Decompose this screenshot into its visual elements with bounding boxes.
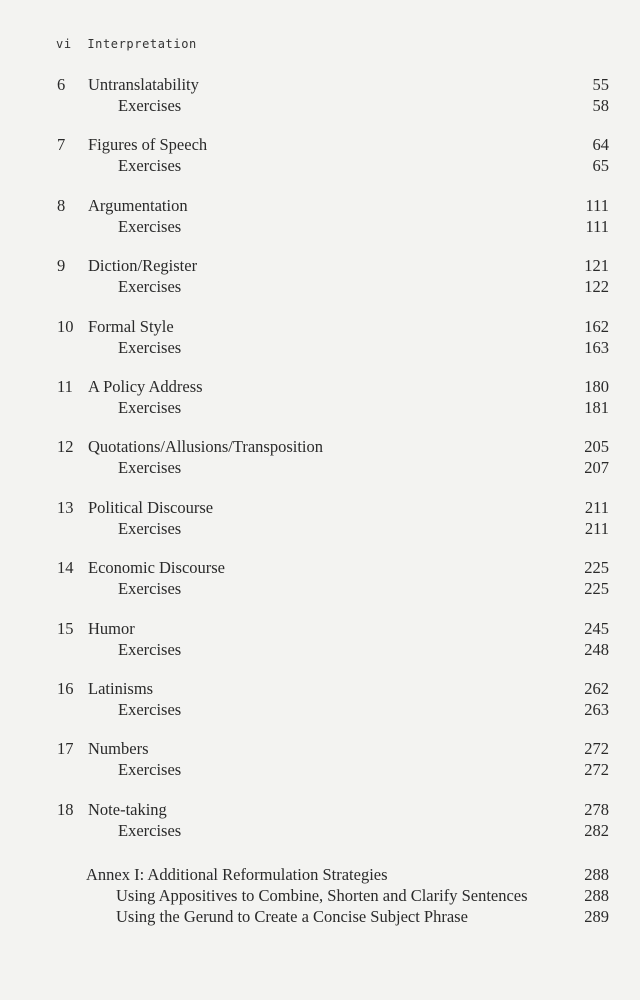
chapter-title: Figures of Speech xyxy=(88,135,208,155)
toc-entry-10 xyxy=(0,316,640,376)
chapter-title: Quotations/Allusions/Transposition xyxy=(88,437,324,457)
table-of-contents xyxy=(0,74,640,859)
toc-entry-14 xyxy=(0,557,640,617)
toc-entry-16 xyxy=(0,678,640,738)
chapter-page: 245 xyxy=(584,618,609,638)
annex-item-title: Using Appositives to Combine, Shorten and Clarify Sentences xyxy=(116,886,528,905)
toc-entry-18 xyxy=(0,799,640,859)
chapter-page: 55 xyxy=(592,75,609,94)
subsection-title: Exercises xyxy=(118,579,182,599)
chapter-number: 10 xyxy=(57,316,74,336)
toc-entry-15 xyxy=(0,618,640,678)
subsection-page: 122 xyxy=(584,277,609,297)
subsection-title: Exercises xyxy=(118,518,182,538)
chapter-title: Economic Discourse xyxy=(88,558,226,578)
chapter-title: Political Discourse xyxy=(88,497,214,517)
chapter-title: A Policy Address xyxy=(88,376,203,396)
chapter-title: Diction/Register xyxy=(88,256,198,276)
chapter-title: Argumentation xyxy=(88,195,188,215)
chapter-title: Untranslatability xyxy=(88,75,199,94)
subsection-title: Exercises xyxy=(118,216,182,236)
chapter-title: Numbers xyxy=(88,739,149,759)
subsection-page: 111 xyxy=(585,216,609,236)
chapter-number: 7 xyxy=(57,135,66,155)
chapter-title: Formal Style xyxy=(88,316,174,336)
subsection-page: 181 xyxy=(584,397,609,417)
chapter-page: 64 xyxy=(592,135,609,155)
chapter-page: 111 xyxy=(585,195,609,215)
subsection-page: 163 xyxy=(584,337,609,357)
book-title: Interpretation xyxy=(87,37,197,51)
subsection-title: Exercises xyxy=(118,820,182,840)
chapter-title: Humor xyxy=(88,618,135,638)
toc-entry-12 xyxy=(0,436,640,496)
chapter-number: 16 xyxy=(57,678,74,698)
toc-entry-11 xyxy=(0,376,640,436)
subsection-page: 282 xyxy=(584,820,609,840)
chapter-page: 162 xyxy=(584,316,609,336)
chapter-title: Note-taking xyxy=(88,799,167,819)
subsection-page: 263 xyxy=(584,699,609,719)
toc-entry-17 xyxy=(0,738,640,798)
subsection-page: 225 xyxy=(584,579,609,599)
chapter-page: 121 xyxy=(584,256,609,276)
subsection-title: Exercises xyxy=(118,397,182,417)
annex-item-title: Using the Gerund to Create a Concise Subject Phrase xyxy=(116,907,468,926)
chapter-title: Latinisms xyxy=(88,678,154,698)
chapter-page: 225 xyxy=(584,558,609,578)
subsection-page: 58 xyxy=(592,96,609,115)
subsection-page: 207 xyxy=(584,458,609,478)
chapter-page: 180 xyxy=(584,376,609,396)
chapter-page: 272 xyxy=(584,739,609,759)
chapter-number: 15 xyxy=(57,618,74,638)
chapter-number: 12 xyxy=(57,437,74,457)
running-head xyxy=(56,37,197,51)
chapter-page: 278 xyxy=(584,799,609,819)
toc-entry-6 xyxy=(0,74,640,134)
subsection-page: 248 xyxy=(584,639,609,659)
subsection-title: Exercises xyxy=(118,96,182,115)
chapter-page: 262 xyxy=(584,678,609,698)
toc-entry-8 xyxy=(0,195,640,255)
subsection-title: Exercises xyxy=(118,337,182,357)
chapter-number: 11 xyxy=(57,376,73,396)
subsection-page: 211 xyxy=(584,518,609,538)
annex-page: 288 xyxy=(584,865,609,884)
annex-item-page: 288 xyxy=(584,886,609,905)
chapter-number: 6 xyxy=(57,75,66,94)
subsection-page: 65 xyxy=(592,156,609,176)
subsection-title: Exercises xyxy=(118,699,182,719)
subsection-title: Exercises xyxy=(118,760,182,780)
chapter-page: 205 xyxy=(584,437,609,457)
toc-entry-7 xyxy=(0,134,640,194)
chapter-number: 9 xyxy=(57,256,66,276)
chapter-number: 17 xyxy=(57,739,74,759)
subsection-title: Exercises xyxy=(118,639,182,659)
subsection-title: Exercises xyxy=(118,156,182,176)
chapter-number: 13 xyxy=(57,497,74,517)
chapter-number: 8 xyxy=(57,195,66,215)
subsection-title: Exercises xyxy=(118,277,182,297)
annex-item-page: 289 xyxy=(584,907,609,926)
subsection-title: Exercises xyxy=(118,458,182,478)
subsection-page: 272 xyxy=(584,760,609,780)
toc-entry-13 xyxy=(0,497,640,557)
toc-entry-9 xyxy=(0,255,640,315)
annex-title: Annex I: Additional Reformulation Strategies xyxy=(86,865,388,884)
chapter-page: 211 xyxy=(584,497,609,517)
page-label: vi xyxy=(56,37,72,51)
annex-section xyxy=(0,864,640,927)
chapter-number: 14 xyxy=(57,558,74,578)
chapter-number: 18 xyxy=(57,799,74,819)
